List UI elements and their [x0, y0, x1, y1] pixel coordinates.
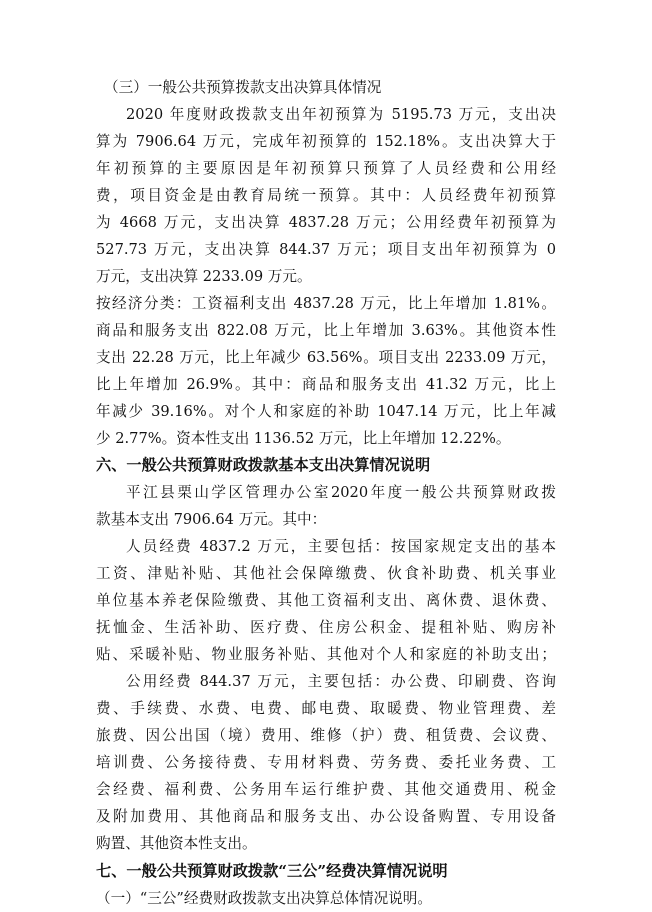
paragraph-line: 贴、采暖补贴、物业服务补贴、其他对个人和家庭的补助支出；: [96, 646, 556, 663]
paragraph-line: 商品和服务支出 822.08 万元，比上年增加 3.63%。其他资本性: [96, 322, 556, 339]
paragraph-line: 公用经费 844.37 万元，主要包括：办公费、印刷费、咨询: [126, 673, 556, 690]
paragraph-line: 2020 年度财政拨款支出年初预算为 5195.73 万元，支出决: [126, 106, 556, 123]
paragraph-line: 工资、津贴补贴、其他社会保障缴费、伙食补助费、机关事业: [96, 565, 556, 582]
paragraph-line: 及附加费用、其他商品和服务支出、办公设备购置、专用设备: [96, 808, 556, 825]
section-6-personnel-paragraph: [96, 533, 556, 668]
paragraph-line: 款基本支出 7906.64 万元。其中：: [96, 511, 327, 528]
paragraph-line: 平江县栗山学区管理办公室2020年度一般公共预算财政拨: [126, 484, 556, 501]
paragraph-line: 年减少 39.16%。对个人和家庭的补助 1047.14 万元，比上年减: [96, 403, 556, 420]
paragraph-line: 支出 22.28 万元，比上年减少 63.56%。项目支出 2233.09 万元，: [96, 349, 556, 366]
paragraph-line: 单位基本养老保险缴费、其他工资福利支出、离休费、退休费、: [96, 592, 556, 609]
paragraph-line: 费，项目资金是由教育局统一预算。其中：人员经费年初预算: [96, 187, 556, 204]
paragraph-line: 人员经费 4837.2 万元，主要包括：按国家规定支出的基本: [126, 538, 556, 555]
paragraph-line: 少 2.77%。资本性支出 1136.52 万元，比上年增加 12.22%。: [96, 430, 511, 447]
paragraph-line: 费、手续费、水费、电费、邮电费、取暖费、物业管理费、差: [96, 700, 556, 717]
section-3-paragraph-2: [96, 290, 556, 452]
section-6-paragraph-1: [96, 479, 556, 533]
section-6-public-expense-paragraph: [96, 668, 556, 857]
paragraph-line: 会经费、福利费、公务用车运行维护费、其他交通费用、税金: [96, 781, 556, 798]
section-3-paragraph-1: [96, 101, 556, 290]
section-7-heading: 七、一般公共预算财政拨款“三公”经费决算情况说明: [96, 862, 448, 880]
paragraph-line: 培训费、公务接待费、专用材料费、劳务费、委托业务费、工: [96, 754, 556, 771]
paragraph-line: 比上年增加 26.9%。其中：商品和服务支出 41.32 万元，比上: [96, 376, 556, 393]
paragraph-line: 购置、其他资本性支出。: [96, 835, 257, 852]
paragraph-line: 为 4668 万元，支出决算 4837.28 万元；公用经费年初预算为: [96, 214, 556, 231]
document-page: [96, 74, 556, 912]
paragraph-line: 年初预算的主要原因是年初预算只预算了人员经费和公用经: [96, 160, 556, 177]
paragraph-line: 算为 7906.64 万元，完成年初预算的 152.18%。支出决算大于: [96, 133, 556, 150]
section-3-heading: （三）一般公共预算拨款支出决算具体情况: [104, 79, 382, 96]
section-6-heading: 六、一般公共预算财政拨款基本支出决算情况说明: [96, 456, 431, 474]
section-7-subheading: （一）“三公”经费财政拨款支出决算总体情况说明。: [96, 890, 432, 907]
paragraph-line: 抚恤金、生活补助、医疗费、住房公积金、提租补贴、购房补: [96, 619, 556, 636]
paragraph-line: 万元，支出决算 2233.09 万元。: [96, 268, 312, 285]
paragraph-line: 旅费、因公出国（境）费用、维修（护）费、租赁费、会议费、: [96, 727, 556, 744]
paragraph-line: 按经济分类：工资福利支出 4837.28 万元，比上年增加 1.81%。: [96, 295, 556, 312]
paragraph-line: 527.73 万元，支出决算 844.37 万元；项目支出年初预算为 0: [96, 241, 556, 258]
